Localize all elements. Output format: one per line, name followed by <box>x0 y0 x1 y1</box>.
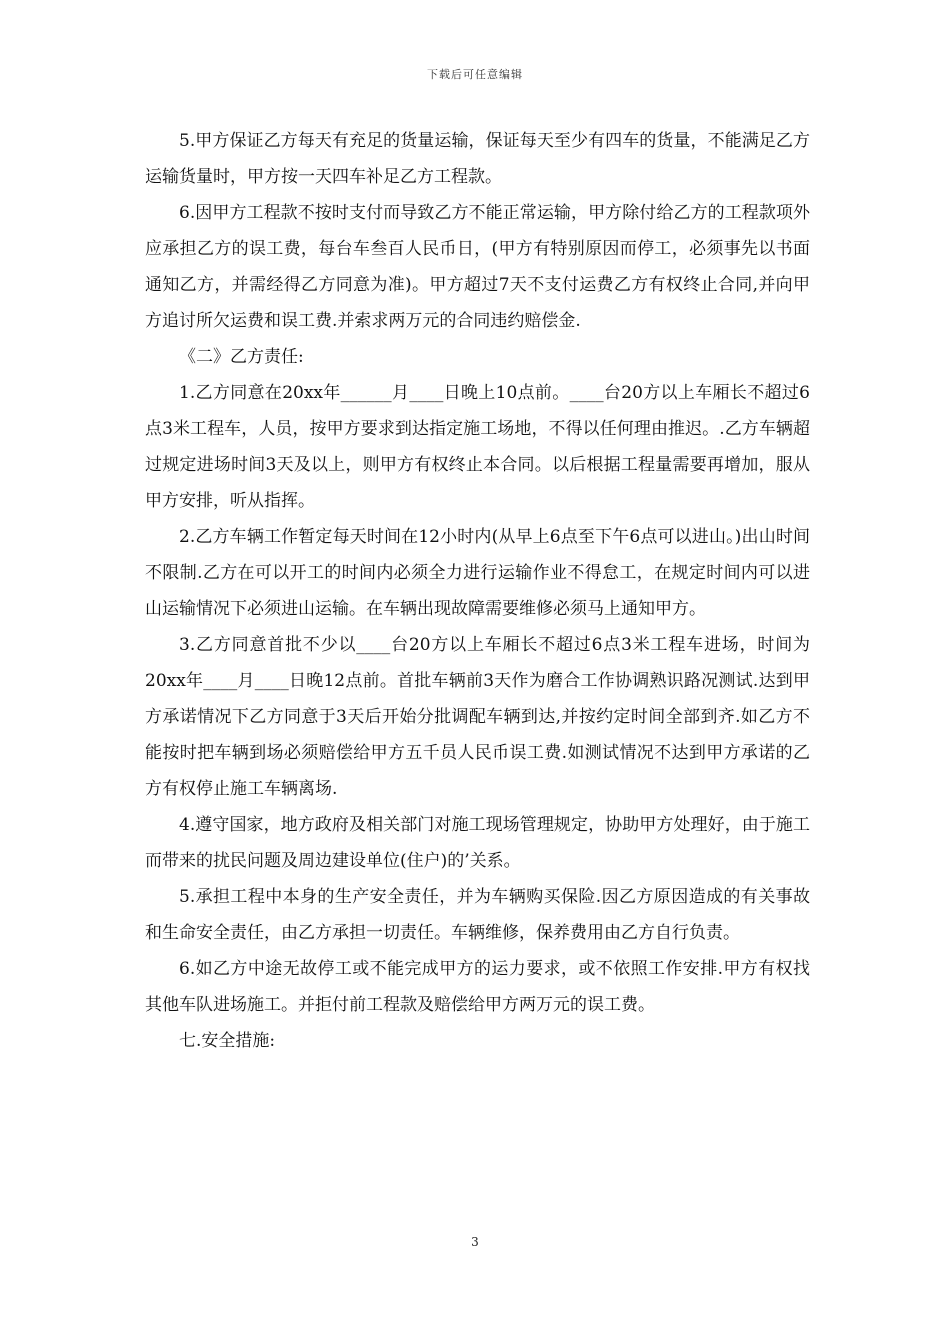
paragraph-party-b-item-5: 5.承担工程中本身的生产安全责任，并为车辆购买保险.因乙方原因造成的有关事故和生命安全责任，由乙方承担一切责任。车辆维修，保养费用由乙方自行负责。 <box>145 887 810 943</box>
paragraph-party-a-item-5: 5.甲方保证乙方每天有充足的货量运输，保证每天至少有四车的货量，不能满足乙方运输货量时，甲方按一天四车补足乙方工程款。 <box>145 131 810 187</box>
paragraph-party-b-item-3: 3.乙方同意首批不少以____台20方以上车厢长不超过6点3米工程车进场，时间为20xx年____月____日晚12点前。首批车辆前3天作为磨合工作协调熟识路况测试.达到甲方承诺情况下乙方同意于3天后开始分批调配车辆到达,并按约定时间全部到齐.如乙方不能按时把车辆到场必须赔偿给甲方五千员人民币误工费.如测试情况不达到甲方承诺的乙方有权停止施工车辆离场. <box>145 635 810 799</box>
section-heading-party-b: 《二》乙方责任: <box>179 347 304 367</box>
paragraph-party-b-item-6: 6.如乙方中途无故停工或不能完成甲方的运力要求，或不依照工作安排.甲方有权找其他车队进场施工。并拒付前工程款及赔偿给甲方两万元的误工费。 <box>145 959 810 1015</box>
header-note: 下载后可任意编辑 <box>427 68 523 81</box>
paragraph-party-b-item-1: 1.乙方同意在20xx年______月____日晚上10点前。____台20方以上车厢长不超过6点3米工程车，人员，按甲方要求到达指定施工场地，不得以任何理由推迟。.乙方车辆超过规定进场时间3天及以上，则甲方有权终止本合同。以后根据工程量需要再增加，服从甲方安排，听从指挥。 <box>145 383 810 511</box>
paragraph-party-b-item-4: 4.遵守国家，地方政府及相关部门对施工现场管理规定，协助甲方处理好，由于施工而带来的扰民问题及周边建设单位(住户)的’关系。 <box>145 815 810 871</box>
page-number: 3 <box>471 1235 479 1249</box>
paragraph-party-b-item-2: 2.乙方车辆工作暂定每天时间在12小时内(从早上6点至下午6点可以进山。)出山时间不限制.乙方在可以开工的时间内必须全力进行运输作业不得怠工，在规定时间内可以进山运输情况下必须进山运输。在车辆出现故障需要维修必须马上通知甲方。 <box>145 527 810 619</box>
paragraph-party-a-item-6: 6.因甲方工程款不按时支付而导致乙方不能正常运输，甲方除付给乙方的工程款项外应承担乙方的误工费，每台车叁百人民币日，(甲方有特别原因而停工，必须事先以书面通知乙方，并需经得乙方同意为准)。甲方超过7天不支付运费乙方有权终止合同,并向甲方追讨所欠运费和误工费.并索求两万元的合同违约赔偿金. <box>145 203 810 331</box>
section-heading-safety: 七.安全措施: <box>179 1031 276 1051</box>
document-body <box>145 123 810 1059</box>
